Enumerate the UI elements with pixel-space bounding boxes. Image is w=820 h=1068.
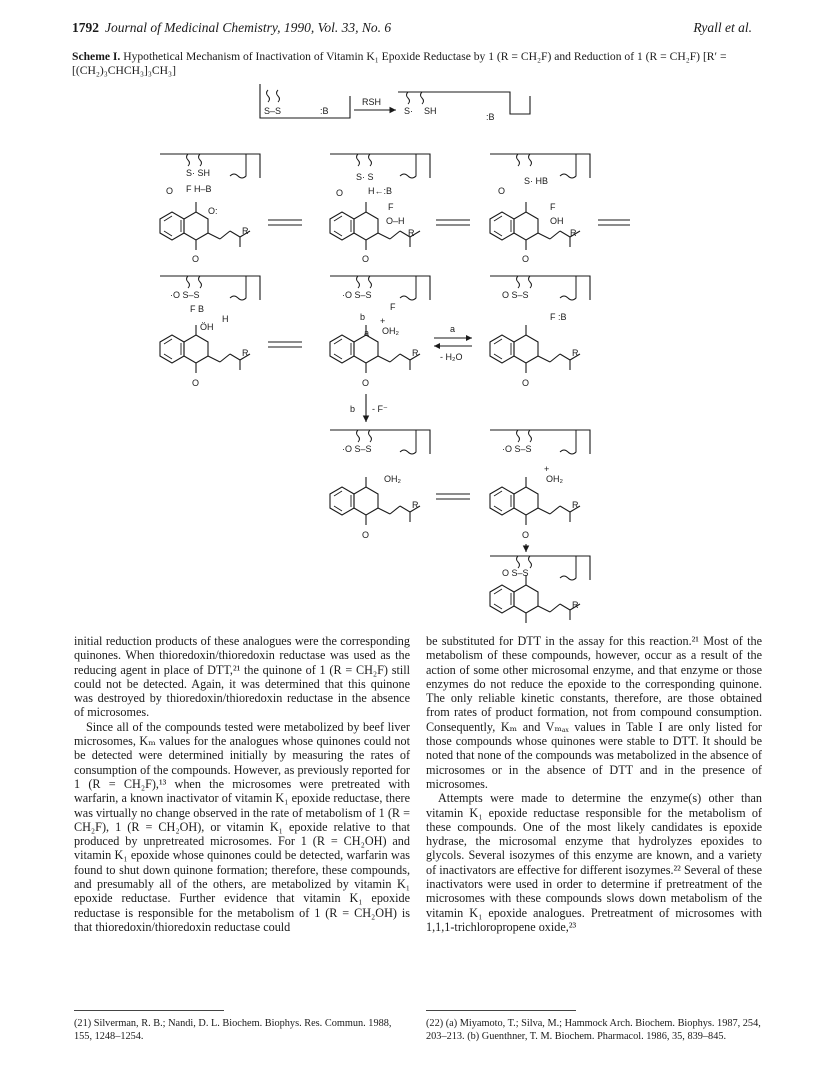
scheme-label-o-1a: O: [166, 186, 174, 196]
header-authors: Ryall et al.: [693, 20, 752, 35]
scheme-label-b-arrow: b: [350, 404, 356, 414]
scheme-label-f-2: F: [388, 202, 394, 212]
scheme-figure: [150, 84, 670, 624]
scheme-label-plus-8: +: [544, 464, 550, 474]
scheme-label-oss-8: ·O S–S: [502, 444, 532, 454]
footnote-21: (21) Silverman, R. B.; Nandi, D. L. Biochem. Biophys. Res. Commun. 1988, 155, 1248–1254.: [74, 1018, 392, 1042]
scheme-label-f-3: F: [550, 202, 556, 212]
scheme-label-oss-3: O S–S: [502, 290, 529, 300]
scheme-caption-text: Hypothetical Mechanism of Inactivation of Vitamin K₁ Epoxide Reductase by 1 (R = CH₂F) and Reduction of 1 (R = CH₂F) [R′ = [(CH₂)₃CHCH₃]₃CH₃]: [72, 50, 727, 77]
body-left-column: [74, 634, 410, 934]
scheme-label-r-1a: R: [242, 226, 249, 236]
scheme-label-o-2b: O: [362, 254, 370, 264]
row-2: [160, 276, 590, 388]
top-reaction: [260, 84, 530, 122]
row-3: [330, 430, 590, 540]
scheme-label-sdot: S·: [404, 106, 413, 116]
scheme-label-r-8: R: [572, 500, 579, 510]
scheme-label-a-5: a: [364, 328, 370, 338]
scheme-label-o-8: O: [522, 530, 530, 540]
scheme-label-o-2a: O: [336, 188, 344, 198]
left-paragraph-2: Since all of the compounds tested were metabolized by beef liver microsomes, Kₘ values for the analogues whose quinones could not be detected were determined initially by measuring the rates of consumption of the compounds. However, as previously reported for 1 (R = CH₂F),¹³ when the microsomes were pretreated with warfarin, a known inactivator of vitamin K₁ epoxide reductase, there was virtually no change observed in the rate of metabolism of 1 (R = CH₂F), 1 (R = CH₂OH), or vitamin K₁ epoxide relative to that produced by unpretreated microsomes. For 1 (R = CH₂OH) and vitamin K₁ epoxide whose quinones could be detected, warfarin was found to shut down quinone formation; therefore, these compounds, and presumably all of the others, are metabolized by vitamin K₁ epoxide reductase. Further evidence that vitamin K₁ epoxide reductase is responsible for the metabolism of 1 (R = CH₂OH) is that thioredoxin/thioredoxin reductase could: [74, 719, 410, 934]
scheme-label-fb-6: F :B: [550, 312, 567, 322]
scheme-label-o-5: O: [362, 378, 370, 388]
row-1: [160, 154, 630, 264]
scheme-caption: [72, 50, 752, 78]
scheme-label-a-arrow: a: [450, 324, 456, 334]
scheme-label-fhb: F H–B: [186, 184, 212, 194]
footnote-rule-right: [426, 1010, 576, 1011]
scheme-label-r-6: R: [572, 348, 579, 358]
scheme-label-o-3a: O: [498, 186, 506, 196]
scheme-label-oh2-5: OH₂: [382, 326, 399, 336]
journal-citation: Journal of Medicinal Chemistry, 1990, Vol. 33, No. 6: [105, 20, 392, 35]
scheme-label-sh: SH: [424, 106, 437, 116]
scheme-label-plus-5: +: [380, 316, 386, 326]
b-pathway-arrow: [350, 394, 388, 422]
right-paragraph-1: be substituted for DTT in the assay for this reaction.²¹ Most of the metabolism of these compounds, however, occur as a result of the action of some other microsomal enzyme, and that enzyme or those enzymes do not reduce the epoxide to the corresponding quinone. The only reliable kinetic constants, therefore, are those obtained from rates of product formation, not from compound consumption. Consequently, Kₘ and Vₘₐₓ values in Table I are only listed for those compounds whose quinones were stable to DTT. It should be noted that none of the compounds was metabolized in the absence of microsomes or in the absence of DTT and in the presence of microsomes.: [426, 634, 762, 791]
scheme-label-minus-f: - F⁻: [372, 404, 388, 414]
scheme-label-r-4: R: [242, 348, 249, 358]
scheme-label-ss: S–S: [264, 106, 282, 116]
scheme-label-r-2: R: [408, 228, 415, 238]
scheme-label-b-5: b: [360, 312, 366, 322]
footnote-rule-left: [74, 1010, 224, 1011]
scheme-label-base-2: :B: [486, 112, 495, 122]
scheme-label-base: :B: [320, 106, 329, 116]
scheme-label-oss-7: ·O S–S: [342, 444, 372, 454]
scheme-label-rsh: RSH: [362, 97, 382, 107]
scheme-label-hb: H←:B: [368, 186, 393, 196]
footnote-22: (22) (a) Miyamoto, T.; Silva, M.; Hammock Arch. Biochem. Biophys. 1987, 254, 203–213. (b) Guenthner, T. M. Biochem. Pharmacol. 1986, 35, 839–845.: [426, 1018, 761, 1042]
scheme-label-o-7: O: [362, 530, 370, 540]
header-left: [72, 20, 391, 36]
right-paragraph-2: Attempts were made to determine the enzyme(s) other than vitamin K₁ epoxide reductase responsible for the metabolism of these compounds. One of the most likely candidates is epoxide hydrase, the microsomal enzyme that hydrolyzes epoxides to glycols. Several isozymes of this enzyme are known, and a variety of inactivators are effective for different isozymes.²² Several of these inactivators were used in order to determine if pretreatment of the microsomes with these compounds slows down metabolism of the vitamin K₁ epoxide analogues. Pretreatment of microsomes with 1,1,1-trichloropropene oxide,²³: [426, 791, 762, 934]
scheme-label-r-7: R: [412, 500, 419, 510]
scheme-label-oh2-7: OH₂: [384, 474, 401, 484]
page-number: 1792: [72, 20, 99, 35]
scheme-label-o-6: O: [522, 378, 530, 388]
scheme-label-oh-2: O–H: [386, 216, 405, 226]
scheme-label-f-5: F: [390, 302, 396, 312]
scheme-label-oss-9: O S–S: [502, 568, 529, 578]
scheme-label-ss2: S· S: [356, 172, 374, 182]
scheme-label-h: H: [222, 314, 229, 324]
scheme-label-o-1b: O: [192, 254, 200, 264]
scheme-label-r-9: R: [572, 600, 579, 610]
final-product: [490, 544, 590, 623]
scheme-label-oh-3: OH: [550, 216, 564, 226]
scheme-label-fb: F B: [190, 304, 205, 314]
scheme-label-ssh: S· SH: [186, 168, 211, 178]
running-header: [72, 20, 752, 40]
scheme-label-minus-h2o: - H₂O: [440, 352, 463, 362]
body-right-column: [426, 634, 762, 934]
scheme-label-shb: S· HB: [524, 176, 549, 186]
scheme-label-r-5: R: [412, 348, 419, 358]
left-paragraph-1: initial reduction products of these analogues were the corresponding quinones. When thioredoxin/thioredoxin reductase was used as the reducing agent in place of DTT,²¹ the quinone of 1 (R = CH₂F) still could not be detected. Again, it was determined that this quinone was destroyed by thioredoxin/thioredoxin reductase in the absence of microsomes.: [74, 634, 410, 720]
scheme-label-odot: O:: [208, 206, 218, 216]
reaction-scheme: [150, 84, 670, 624]
scheme-label-o-3b: O: [522, 254, 530, 264]
scheme-label-r-3: R: [570, 228, 577, 238]
scheme-label-ohdot: ÖH: [200, 322, 214, 332]
scheme-label-oh2-8: OH₂: [546, 474, 563, 484]
scheme-label-oss: ·O S–S: [170, 290, 200, 300]
scheme-label-o-4: O: [192, 378, 200, 388]
scheme-label-oss-2: ·O S–S: [342, 290, 372, 300]
scheme-label: Scheme I.: [72, 50, 121, 63]
